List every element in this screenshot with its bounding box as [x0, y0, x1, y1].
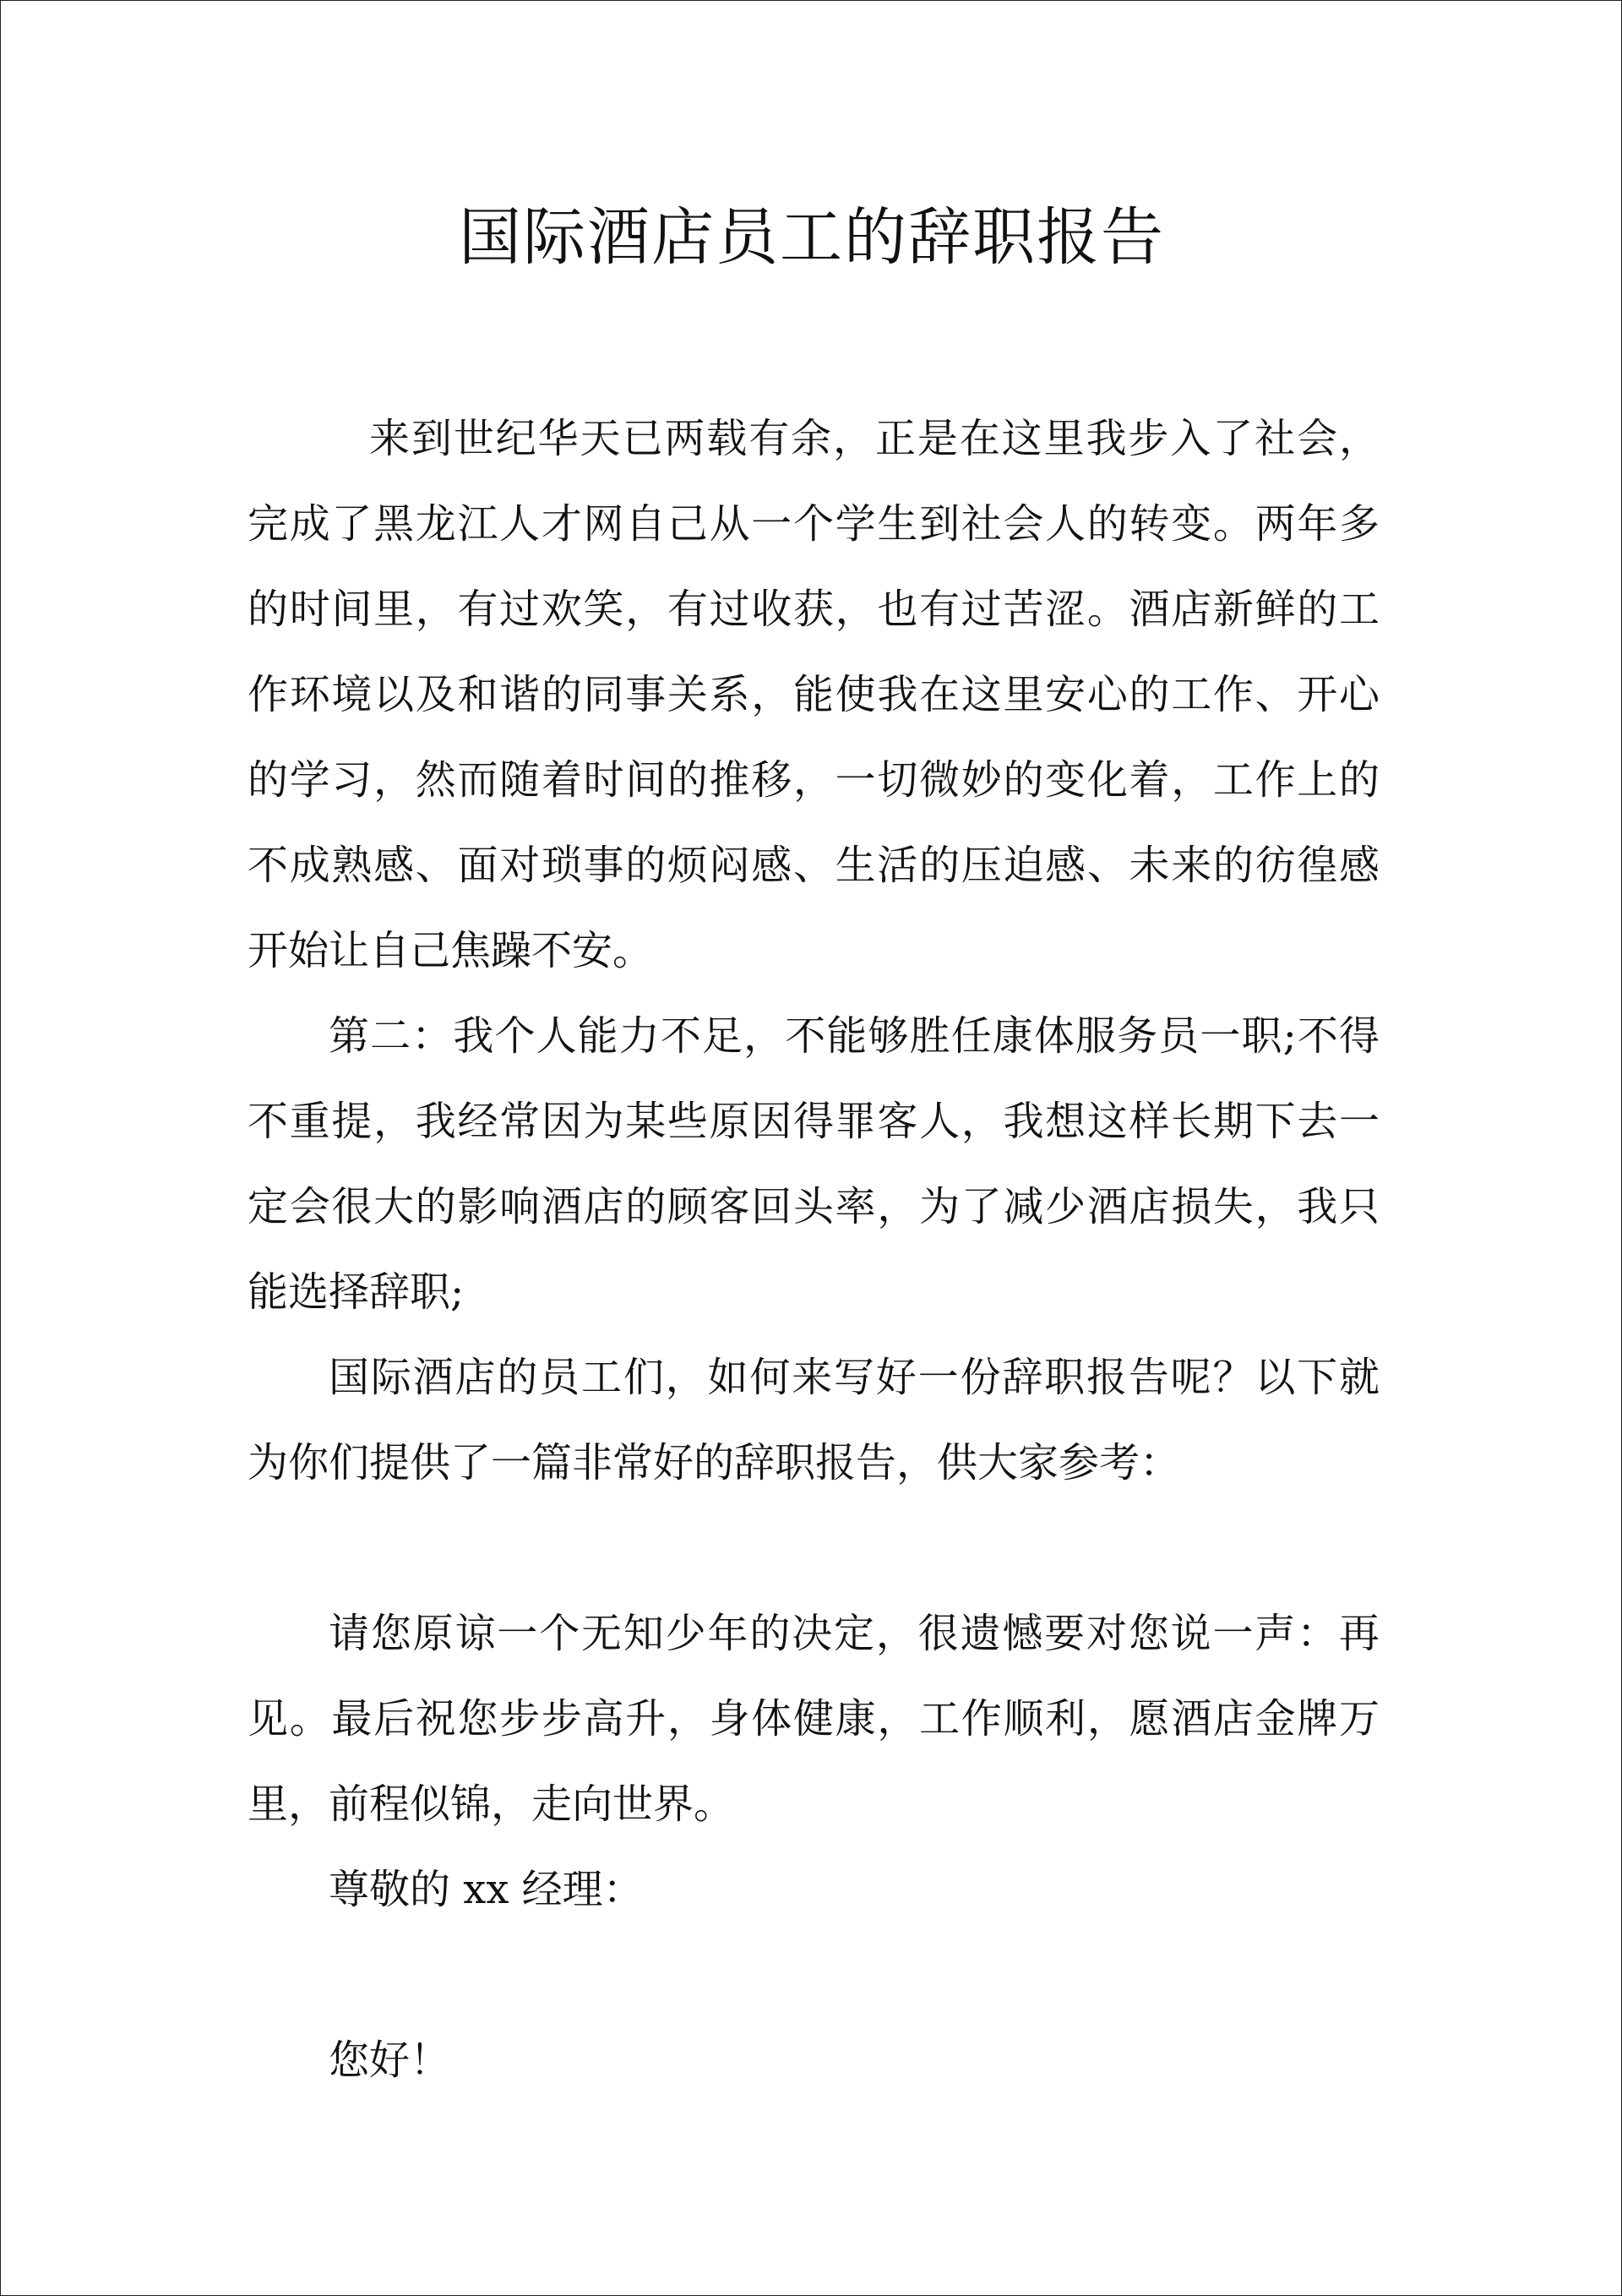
paragraph-intro: 来到世纪华天已两载有余，正是在这里我步入了社会，完成了黑龙江人才网自己从一个学生到社会人的转变。两年多的时间里，有过欢笑，有过收获，也有过苦涩。酒店新鲜的工作环境以及和谐的同事关系，能使我在这里安心的工作、开心的学习，然而随着时间的推移，一切微妙的变化着，工作上的不成熟感、面对琐事的烦闷感、生活的压迫感、未来的彷徨感开始让自己焦躁不安。: [248, 415, 1380, 974]
blank-line: [248, 1933, 1380, 2018]
paragraph-reason: 第二：我个人能力不足，不能够胜任康体服务员一职;不得不重提，我经常因为某些原因得罪客人，我想这样长期下去一定会很大的影响酒店的顾客回头率，为了减少酒店损失，我只能选择辞职;: [248, 1012, 1380, 1316]
document-title: 国际酒店员工的辞职报告: [459, 201, 1165, 274]
salutation: 尊敬的 xx 经理：: [329, 1866, 644, 1913]
paragraph-farewell: 请您原谅一个无知少年的决定，很遗憾要对您说一声：再见。最后祝您步步高升，身体健康，工作顺利，愿酒店金牌万里，前程似锦，走向世界。: [248, 1610, 1380, 1828]
paragraph-guide: 国际酒店的员工们，如何来写好一份辞职报告呢？以下就为你们提供了一篇非常好的辞职报告，供大家参考：: [248, 1354, 1380, 1486]
greeting: 您好！: [329, 2037, 451, 2084]
document-body: [248, 396, 1380, 2103]
blank-line: [248, 1506, 1380, 1591]
